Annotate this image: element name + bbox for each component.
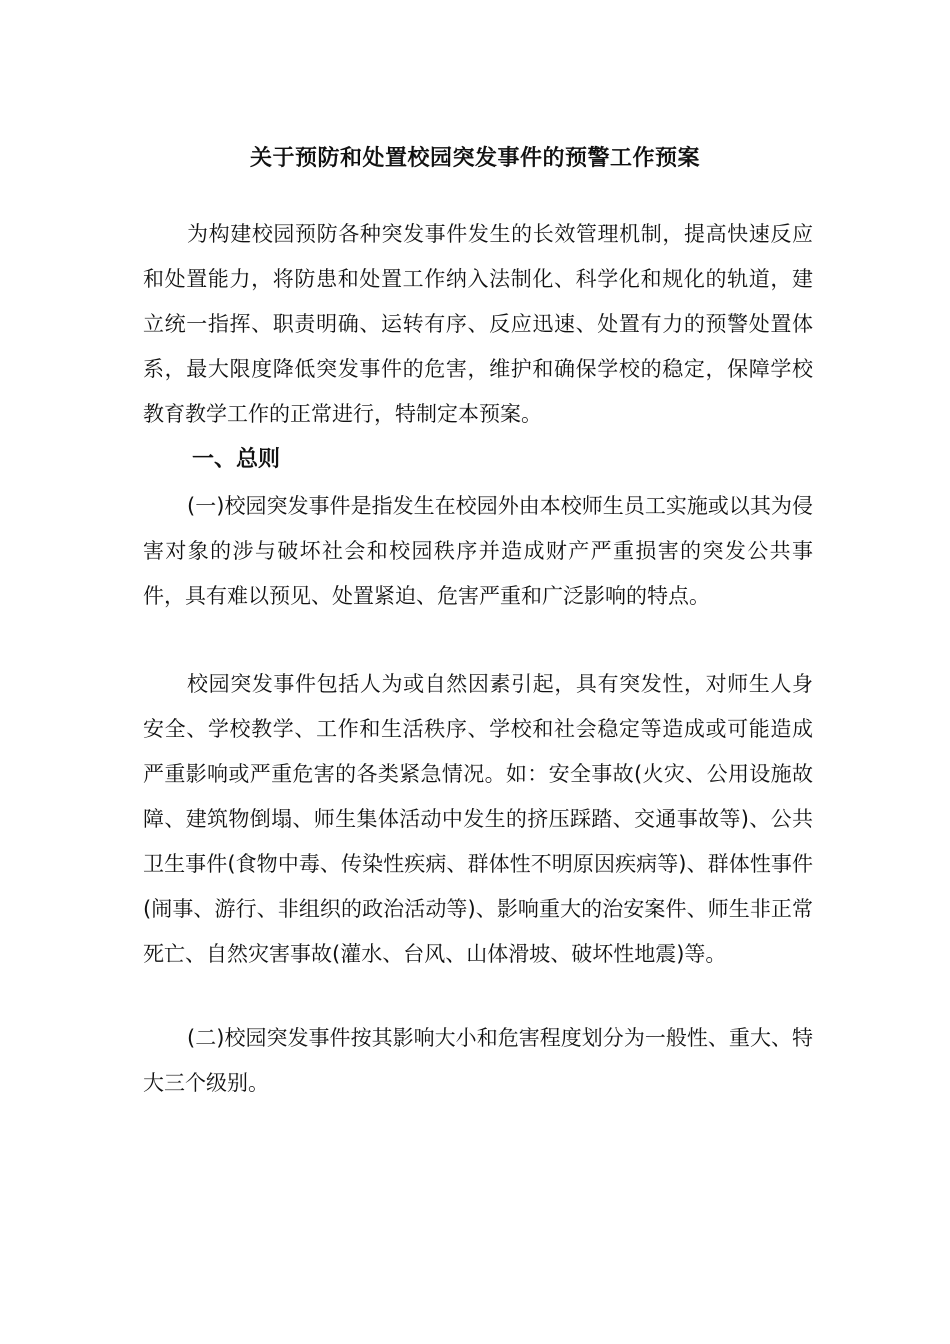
general-paragraph-2: 校园突发事件包括人为或自然因素引起，具有突发性，对师生人身安全、学校教学、工作和生活秩序、学校和社会稳定等造成或可能造成严重影响或严重危害的各类紧急情况。如：安全事故(火灾、公用设施故障、建筑物倒塌、师生集体活动中发生的挤压踩踏、交通事故等)、公共卫生事件(食物中毒、传染性疾病、群体性不明原因疾病等)、群体性事件(闹事、游行、非组织的政治活动等)、影响重大的治安案件、师生非正常死亡、自然灾害事故(灌水、台风、山体滑坡、破坏性地震)等。 (143, 672, 813, 966)
general-paragraph-3: (二)校园突发事件按其影响大小和危害程度划分为一般性、重大、特大三个级别。 (143, 1026, 813, 1095)
intro-paragraph: 为构建校园预防各种突发事件发生的长效管理机制，提高快速反应和处置能力，将防患和处置工作纳入法制化、科学化和规化的轨道，建立统一指挥、职责明确、运转有序、反应迅速、处置有力的预警处置体系，最大限度降低突发事件的危害，维护和确保学校的稳定，保障学校教育教学工作的正常进行，特制定本预案。 (143, 222, 813, 426)
general-paragraph-1: (一)校园突发事件是指发生在校园外由本校师生员工实施或以其为侵害对象的涉与破坏社会和校园秩序并造成财产严重损害的突发公共事件，具有难以预见、处置紧迫、危害严重和广泛影响的特点。 (143, 494, 813, 608)
section-heading-general: 一、总则 (192, 447, 281, 472)
document-title: 关于预防和处置校园突发事件的预警工作预案 (249, 145, 700, 171)
